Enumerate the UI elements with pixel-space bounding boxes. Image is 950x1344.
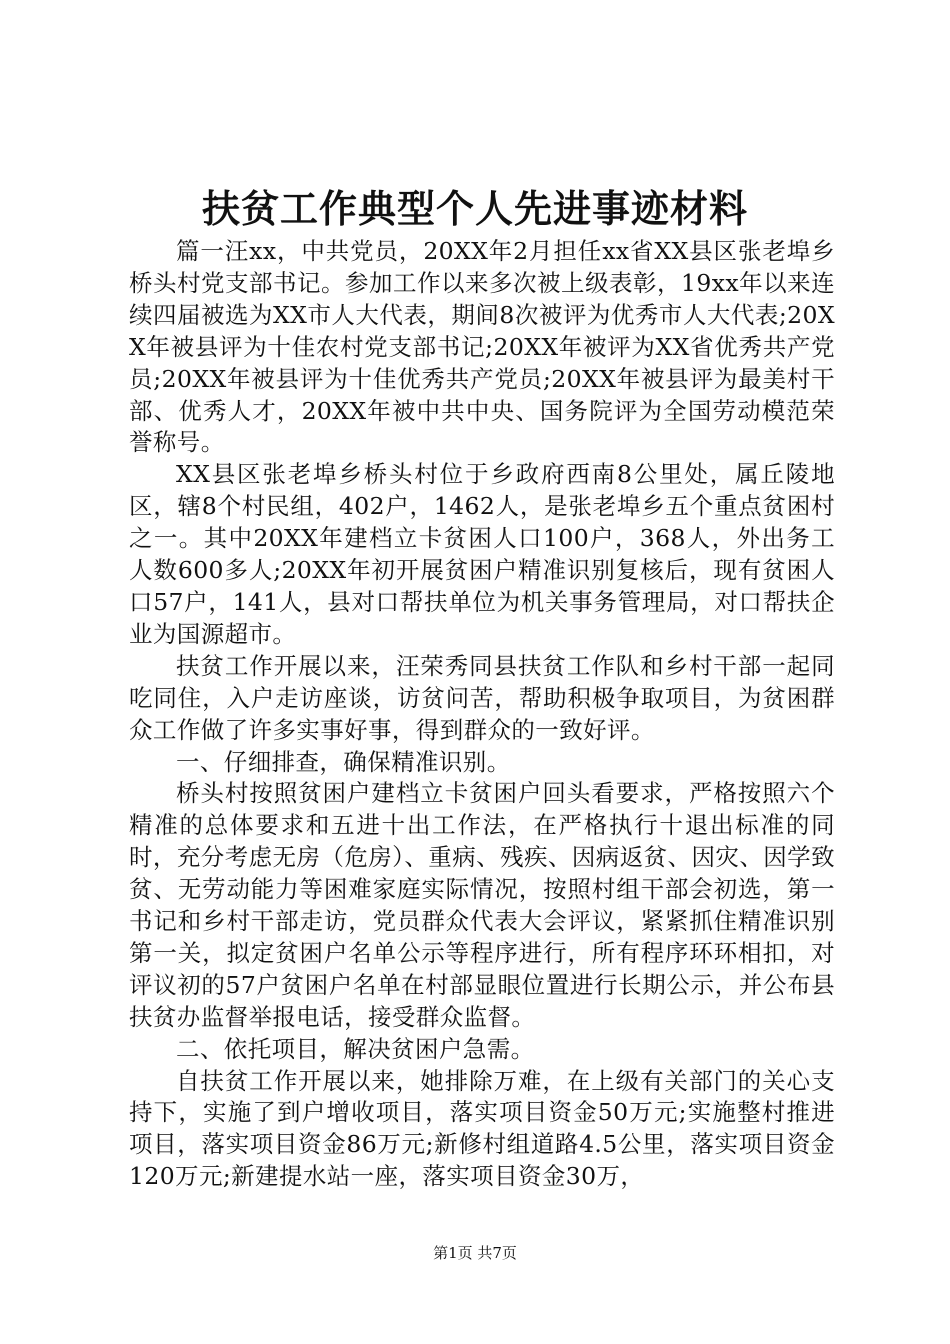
- document-body: [129, 236, 835, 1193]
- page-number-footer: 第1页 共7页: [433, 1244, 517, 1262]
- section-heading-2: 二、依托项目，解决贫困户急需。: [176, 1034, 535, 1063]
- paragraph-village-overview: XX县区张老埠乡桥头村位于乡政府西南8公里处，属丘陵地区，辖8个村民组，402户，1462人，是张老埠乡五个重点贫困村之一。其中20XX年建档立卡贫困人口100户，368人，外出务工人数600多人;20XX年初开展贫困户精准识别复核后，现有贫困人口57户，141人，县对口帮扶单位为机关事务管理局，对口帮扶企业为国源超市。: [129, 460, 835, 648]
- paragraph-projects: 自扶贫工作开展以来，她排除万难，在上级有关部门的关心支持下，实施了到户增收项目，落实项目资金50万元;实施整村推进项目，落实项目资金86万元;新修村组道路4.5公里，落实项目资金120万元;新建提水站一座，落实项目资金30万，: [129, 1066, 835, 1191]
- section-heading-1: 一、仔细排查，确保精准识别。: [176, 747, 511, 776]
- document-title: 扶贫工作典型个人先进事迹材料: [201, 186, 748, 231]
- paragraph-work-summary: 扶贫工作开展以来，汪荣秀同县扶贫工作队和乡村干部一起同吃同住，入户走访座谈，访贫问苦，帮助积极争取项目，为贫困群众工作做了许多实事好事，得到群众的一致好评。: [129, 651, 835, 744]
- paragraph-intro: 篇一汪xx，中共党员，20XX年2月担任xx省XX县区张老埠乡桥头村党支部书记。参加工作以来多次被上级表彰，19xx年以来连续四届被选为XX市人大代表，期间8次被评为优秀市人大代表;20XX年被县评为十佳农村党支部书记;20XX年被评为XX省优秀共产党员;20XX年被县评为十佳优秀共产党员;20XX年被县评为最美村干部、优秀人才，20XX年被中共中央、国务院评为全国劳动模范荣誉称号。: [129, 237, 835, 457]
- paragraph-identification: 桥头村按照贫困户建档立卡贫困户回头看要求，严格按照六个精准的总体要求和五进十出工作法，在严格执行十退出标准的同时，充分考虑无房（危房）、重病、残疾、因病返贫、因灾、因学致贫、无劳动能力等困难家庭实际情况，按照村组干部会初选，第一书记和乡村干部走访，党员群众代表大会评议，紧紧抓住精准识别第一关，拟定贫困户名单公示等程序进行，所有程序环环相扣，对评议初的57户贫困户名单在村部显眼位置进行长期公示，并公布县扶贫办监督举报电话，接受群众监督。: [129, 779, 835, 1031]
